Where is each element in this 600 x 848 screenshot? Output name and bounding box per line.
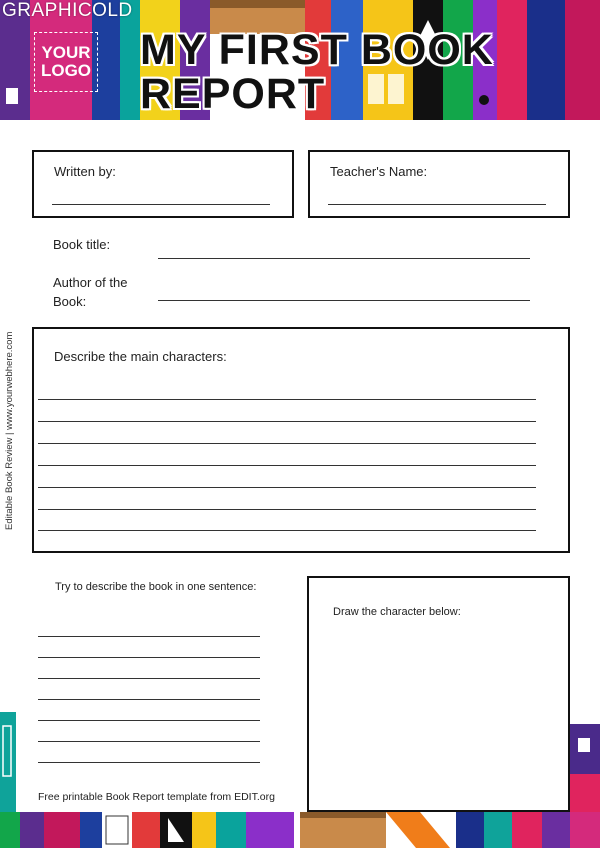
- author-label: [53, 273, 127, 311]
- book-title-line[interactable]: [158, 258, 530, 259]
- one-sentence-label: Try to describe the book in one sentence:: [55, 581, 257, 593]
- sentence-line[interactable]: [38, 636, 260, 637]
- sentence-line[interactable]: [38, 678, 260, 679]
- writing-line: [38, 421, 536, 422]
- written-by-box[interactable]: [32, 150, 294, 218]
- title-line2: REPORT: [140, 70, 326, 118]
- logo-text-line2: LOGO: [40, 61, 92, 80]
- writing-line: [38, 530, 536, 531]
- logo-placeholder[interactable]: [34, 32, 98, 92]
- writing-line: [38, 465, 536, 466]
- logo-text-line1: YOUR: [41, 43, 91, 62]
- right-bookshelf-decoration: [570, 724, 600, 814]
- written-by-line: [52, 204, 270, 205]
- sentence-line[interactable]: [38, 657, 260, 658]
- footer-note: Free printable Book Report template from EDIT.org: [38, 791, 275, 803]
- teacher-name-line: [328, 204, 546, 205]
- draw-character-box[interactable]: [307, 576, 570, 812]
- side-vertical-text: Editable Book Review | www.yourwebhere.com: [4, 331, 15, 530]
- page-title: [140, 28, 494, 116]
- teacher-name-box[interactable]: [308, 150, 570, 218]
- teacher-name-label: Teacher's Name:: [330, 164, 428, 179]
- written-by-label: Written by:: [54, 164, 116, 179]
- bottom-bookshelf-decoration: [0, 812, 600, 848]
- draw-character-label: Draw the character below:: [333, 606, 461, 618]
- author-line[interactable]: [158, 300, 530, 301]
- sentence-line[interactable]: [38, 699, 260, 700]
- sentence-line[interactable]: [38, 720, 260, 721]
- writing-line: [38, 487, 536, 488]
- main-characters-label: Describe the main characters:: [54, 349, 227, 364]
- left-bookshelf-decoration: [0, 712, 16, 812]
- title-line1: MY FIRST BOOK: [140, 26, 494, 74]
- writing-line: [38, 509, 536, 510]
- sentence-line[interactable]: [38, 741, 260, 742]
- sentence-line[interactable]: [38, 762, 260, 763]
- book-title-label: Book title:: [53, 237, 111, 252]
- writing-line: [38, 399, 536, 400]
- author-label-line1: Author of the: [53, 275, 128, 290]
- writing-line: [38, 443, 536, 444]
- main-characters-box[interactable]: [32, 327, 570, 553]
- author-label-line2: Book:: [53, 294, 87, 309]
- brand-watermark: GRAPHICOLD: [2, 0, 133, 21]
